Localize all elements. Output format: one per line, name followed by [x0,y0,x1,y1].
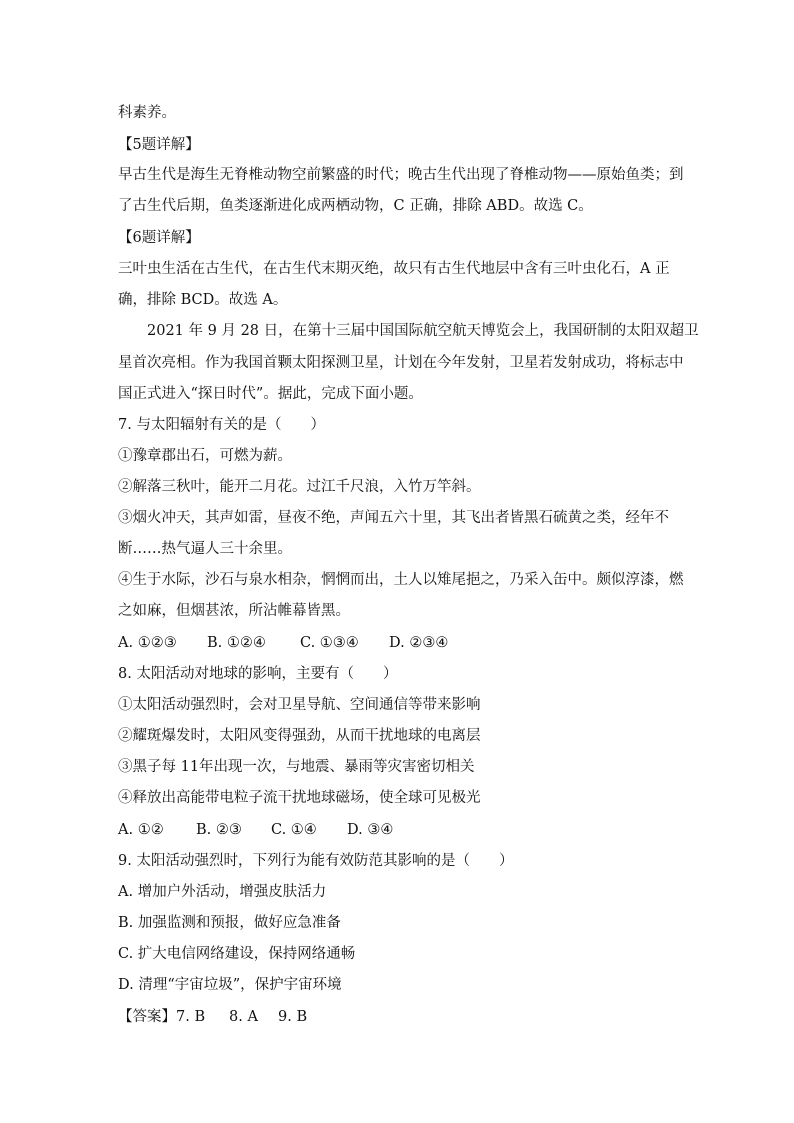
q8-statement: ①太阳活动强烈时，会对卫星导航、空间通信等带来影响 [118,697,481,713]
text-line: 确，排除 BCD。故选 A。 [118,292,288,308]
q7-statement: ④生于水际，沙石与泉水相杂，惘惘而出，土人以雉尾挹之，乃采入缶中。颇似淳漆，燃 [118,572,684,588]
q9-option-b: B. 加强监测和预报，做好应急准备 [118,915,341,931]
text-line: 科素养。 [118,105,176,121]
q7-option-c: C. ①③④ [300,635,359,651]
section-heading-6: 【6题详解】 [118,230,200,246]
text-line: 早古生代是海生无脊椎动物空前繁盛的时代；晚古生代出现了脊椎动物——原始鱼类；到 [118,167,684,183]
q8-statement: ④释放出高能带电粒子流干扰地球磁场，使全球可见极光 [118,790,481,806]
q7-option-a: A. ①②③ [118,635,177,651]
q8-option-c: C. ①④ [271,822,317,838]
answer-label: 【答案】 [118,1009,176,1025]
q7-option-d: D. ②③④ [389,635,449,651]
q8-option-b: B. ②③ [196,822,242,838]
q8-statement: ③黑子每 11年出现一次，与地震、暴雨等灾害密切相关 [118,759,475,775]
q8-statement: ②耀斑爆发时，太阳风变得强劲，从而干扰地球的电离层 [118,728,481,744]
answer-8: 8. A [229,1009,258,1025]
q8-option-a: A. ①② [118,822,164,838]
q7-statement: ③烟火冲天，其声如雷，昼夜不绝，声闻五六十里，其飞出者皆黑石硫黄之类，经年不 [118,510,669,526]
q9-option-d: D. 清理“宇宙垃圾”，保护宇宙环境 [118,977,342,993]
q7-statement: ①豫章郡出石，可燃为薪。 [118,448,292,464]
q7-statement: 之如麻，但烟甚浓，所沾帷幕皆黑。 [118,603,350,619]
answer-9: 9. B [278,1009,308,1025]
q9-option-c: C. 扩大电信网络建设，保持网络通畅 [118,946,356,962]
text-line: 三叶虫生活在古生代，在古生代末期灭绝，故只有古生代地层中含有三叶虫化石，A 正 [118,261,670,277]
q8-option-d: D. ③④ [347,822,394,838]
q7-statement: 断……热气逼人三十余里。 [118,541,292,557]
passage-line: 2021 年 9 月 28 日，在第十三届中国国际航空航天博览会上，我国研制的太阳双超卫 [147,323,699,339]
question-8: 8. 太阳活动对地球的影响，主要有（ ） [118,666,398,682]
q7-option-b: B. ①②④ [207,635,266,651]
q9-option-a: A. 增加户外活动，增强皮肤活力 [118,884,327,900]
passage-line: 国正式进入“探日时代”。据此，完成下面小题。 [118,386,423,402]
passage-line: 星首次亮相。作为我国首颗太阳探测卫星，计划在今年发射，卫星若发射成功，将标志中 [118,355,684,371]
q7-statement: ②解落三秋叶，能开二月花。过江千尺浪，入竹万竿斜。 [118,479,481,495]
answer-7: 7. B [176,1009,206,1025]
question-9: 9. 太阳活动强烈时，下列行为能有效防范其影响的是（ ） [118,853,514,869]
question-7: 7. 与太阳辐射有关的是（ ） [118,417,325,433]
section-heading-5: 【5题详解】 [118,137,200,153]
text-line: 了古生代后期，鱼类逐渐进化成两栖动物，C 正确，排除 ABD。故选 C。 [118,198,593,214]
